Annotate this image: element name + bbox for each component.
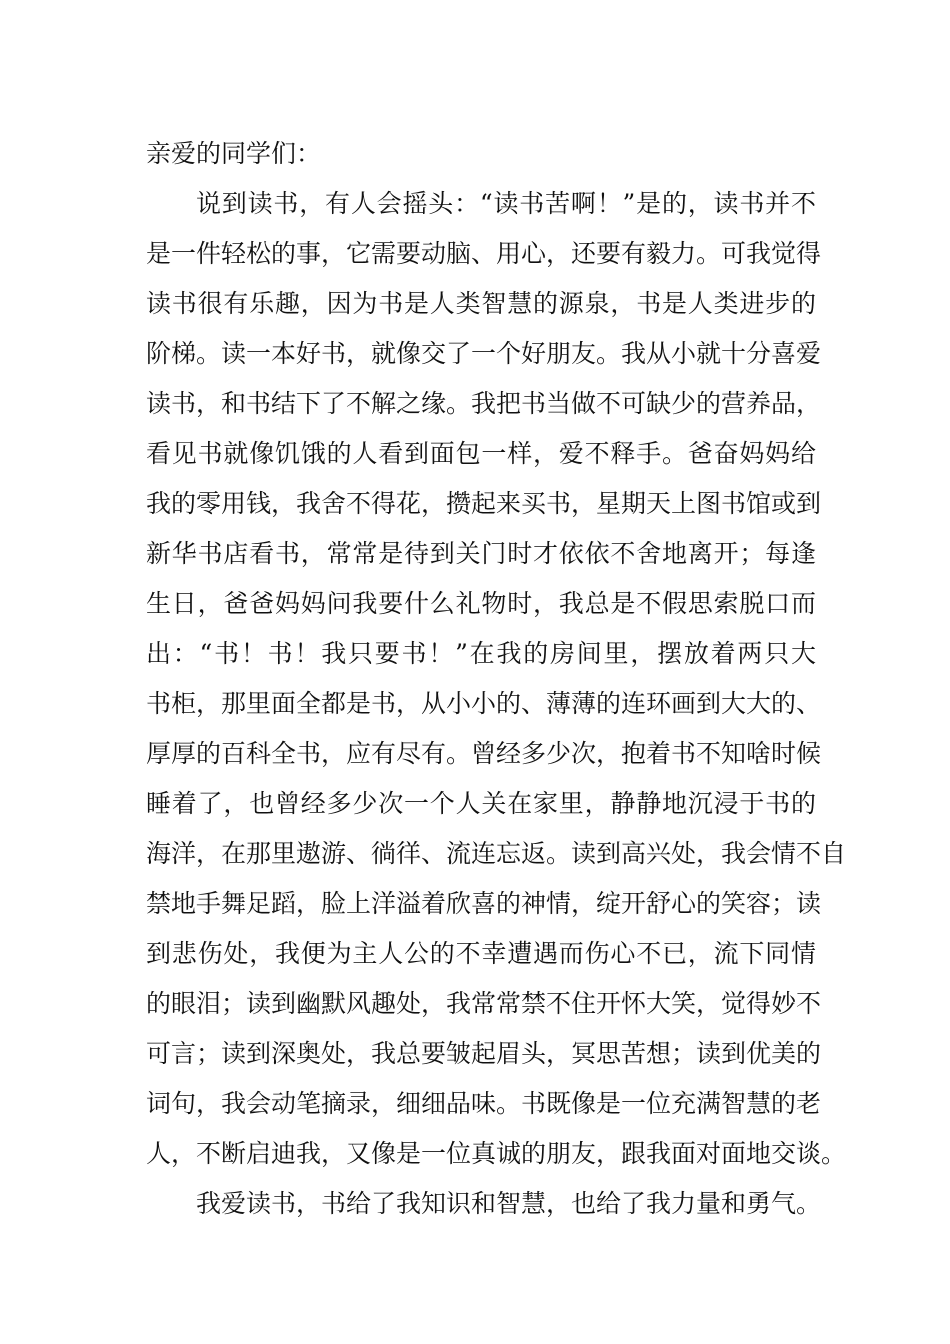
paragraph-1-line-12: 厚厚的百科全书，应有尽有。曾经多少次，抱着书不知啥时候 bbox=[146, 739, 822, 768]
paragraph-1-line-14: 海洋，在那里遨游、徜徉、流连忘返。读到高兴处，我会情不自 bbox=[146, 839, 847, 868]
salutation: 亲爱的同学们： bbox=[146, 139, 322, 168]
paragraph-1-line-10: 出：“书！书！我只要书！”在我的房间里，摆放着两只大 bbox=[146, 639, 816, 668]
paragraph-1-line-20: 人，不断启迪我，又像是一位真诚的朋友，跟我面对面地交谈。 bbox=[146, 1139, 847, 1168]
letter-body bbox=[146, 129, 847, 1229]
paragraph-1-line-4: 阶梯。读一本好书，就像交了一个好朋友。我从小就十分喜爱 bbox=[146, 339, 822, 368]
paragraph-1-line-2: 是一件轻松的事，它需要动脑、用心，还要有毅力。可我觉得 bbox=[146, 239, 822, 268]
paragraph-1-line-9: 生日，爸爸妈妈问我要什么礼物时，我总是不假思索脱口而 bbox=[146, 589, 816, 618]
paragraph-1-line-19: 词句，我会动笔摘录，细细品味。书既像是一位充满智慧的老 bbox=[146, 1089, 822, 1118]
paragraph-1-line-11: 书柜，那里面全都是书，从小小的、薄薄的连环画到大大的、 bbox=[146, 689, 822, 718]
paragraph-1-line-3: 读书很有乐趣，因为书是人类智慧的源泉，书是人类进步的 bbox=[146, 289, 816, 318]
paragraph-1-line-13: 睡着了，也曾经多少次一个人关在家里，静静地沉浸于书的 bbox=[146, 789, 816, 818]
paragraph-1-line-15: 禁地手舞足蹈，脸上洋溢着欣喜的神情，绽开舒心的笑容；读 bbox=[146, 889, 822, 918]
paragraph-1-line-18: 可言；读到深奥处，我总要皱起眉头，冥思苦想；读到优美的 bbox=[146, 1039, 822, 1068]
paragraph-1-line-1: 说到读书，有人会摇头：“读书苦啊！”是的，读书并不 bbox=[196, 189, 816, 218]
paragraph-2-line-1: 我爱读书，书给了我知识和智慧，也给了我力量和勇气。 bbox=[196, 1189, 822, 1218]
paragraph-1-line-8: 新华书店看书，常常是待到关门时才依依不舍地离开；每逢 bbox=[146, 539, 816, 568]
paragraph-1-line-6: 看见书就像饥饿的人看到面包一样，爱不释手。爸奋妈妈给 bbox=[146, 439, 816, 468]
paragraph-1-line-5: 读书，和书结下了不解之缘。我把书当做不可缺少的营养品， bbox=[146, 389, 822, 418]
paragraph-1-line-7: 我的零用钱，我舍不得花，攒起来买书，星期天上图书馆或到 bbox=[146, 489, 822, 518]
paragraph-1-line-17: 的眼泪；读到幽默风趣处，我常常禁不住开怀大笑，觉得妙不 bbox=[146, 989, 822, 1018]
paragraph-1-line-16: 到悲伤处，我便为主人公的不幸遭遇而伤心不已，流下同情 bbox=[146, 939, 816, 968]
